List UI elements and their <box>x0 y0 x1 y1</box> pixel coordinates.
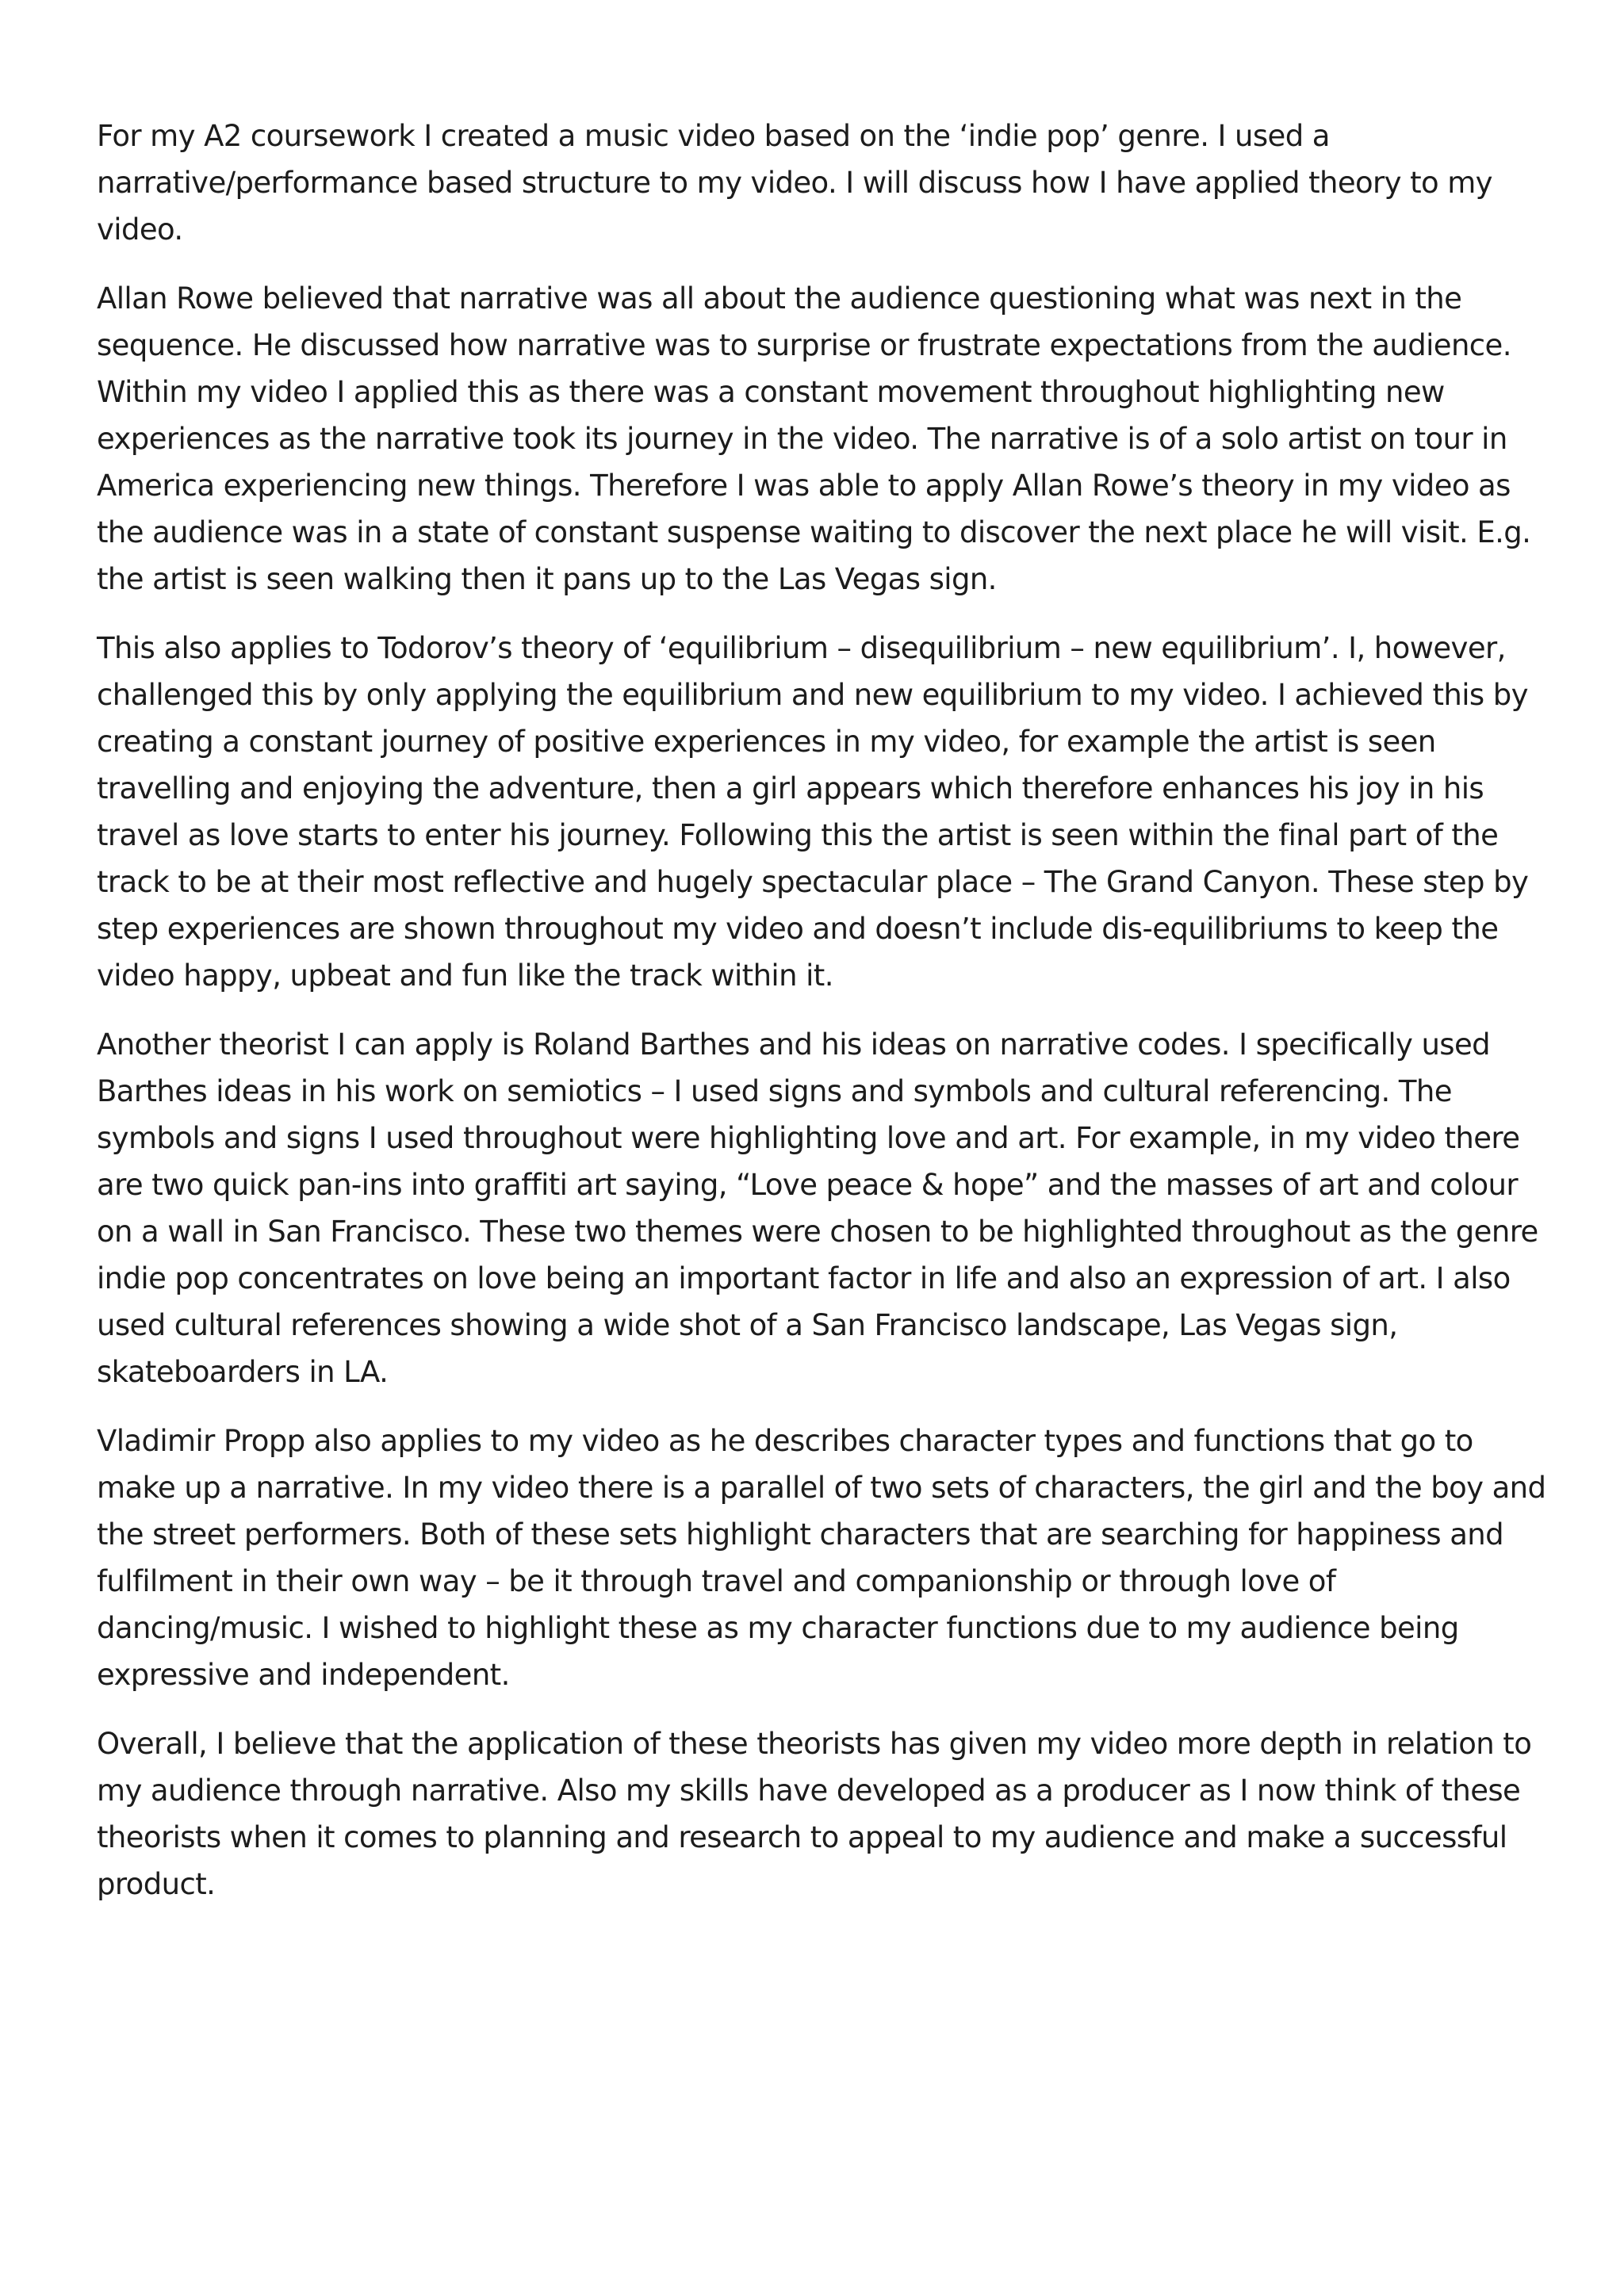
paragraph-allan-rowe: Allan Rowe believed that narrative was all about the audience questioning what was next in the sequence. He discussed how narrative was to surprise or frustrate expectations from the audience. Within my video I applied this as there was a constant movement throughout highlighting new experiences as the narrative took its journey in the video. The narrative is of a solo artist on tour in America experiencing new things. Therefore I was able to apply Allan Rowe’s theory in my video as the audience was in a state of constant suspense waiting to discover the next place he will visit. E.g. the artist is seen walking then it pans up to the Las Vegas sign. <box>97 281 1531 596</box>
paragraph-vladimir-propp: Vladimir Propp also applies to my video as he describes character types and functions that go to make up a narrative. In my video there is a parallel of two sets of characters, the girl and the boy and the street performers. Both of these sets highlight characters that are searching for happiness and fulfilment in their own way – be it through travel and companionship or through love of dancing/music. I wished to highlight these as my character functions due to my audience being expressive and independent. <box>97 1424 1546 1692</box>
paragraph-todorov: This also applies to Todorov’s theory of ‘equilibrium – disequilibrium – new equilibrium’. I, however, challenged this by only applying the equilibrium and new equilibrium to my video. I achieved this by creating a constant journey of positive experiences in my video, for example the artist is seen travelling and enjoying the adventure, then a girl appears which therefore enhances his joy in his travel as love starts to enter his journey. Following this the artist is seen within the final part of the track to be at their most reflective and hugely spectacular place – The Grand Canyon. These step by step experiences are shown throughout my video and doesn’t include dis-equilibriums to keep the video happy, upbeat and fun like the track within it. <box>97 631 1529 993</box>
paragraph-introduction: For my A2 coursework I created a music video based on the ‘indie pop’ genre. I used a narrative/performance based structure to my video. I will discuss how I have applied theory to my video. <box>97 119 1492 247</box>
document-body <box>97 113 1556 1930</box>
paragraph-roland-barthes: Another theorist I can apply is Roland Barthes and his ideas on narrative codes. I specifically used Barthes ideas in his work on semiotics – I used signs and symbols and cultural referencing. The symbols and signs I used throughout were highlighting love and art. For example, in my video there are two quick pan-ins into graffiti art saying, “Love peace & hope” and the masses of art and colour on a wall in San Francisco. These two themes were chosen to be highlighted throughout as the genre indie pop concentrates on love being an important factor in life and also an expression of art. I also used cultural references showing a wide shot of a San Francisco landscape, Las Vegas sign, skateboarders in LA. <box>97 1027 1538 1389</box>
paragraph-conclusion: Overall, I believe that the application of these theorists has given my video more depth in relation to my audience through narrative. Also my skills have developed as a producer as I now think of these theorists when it comes to planning and research to appeal to my audience and make a successful product. <box>97 1727 1532 1901</box>
